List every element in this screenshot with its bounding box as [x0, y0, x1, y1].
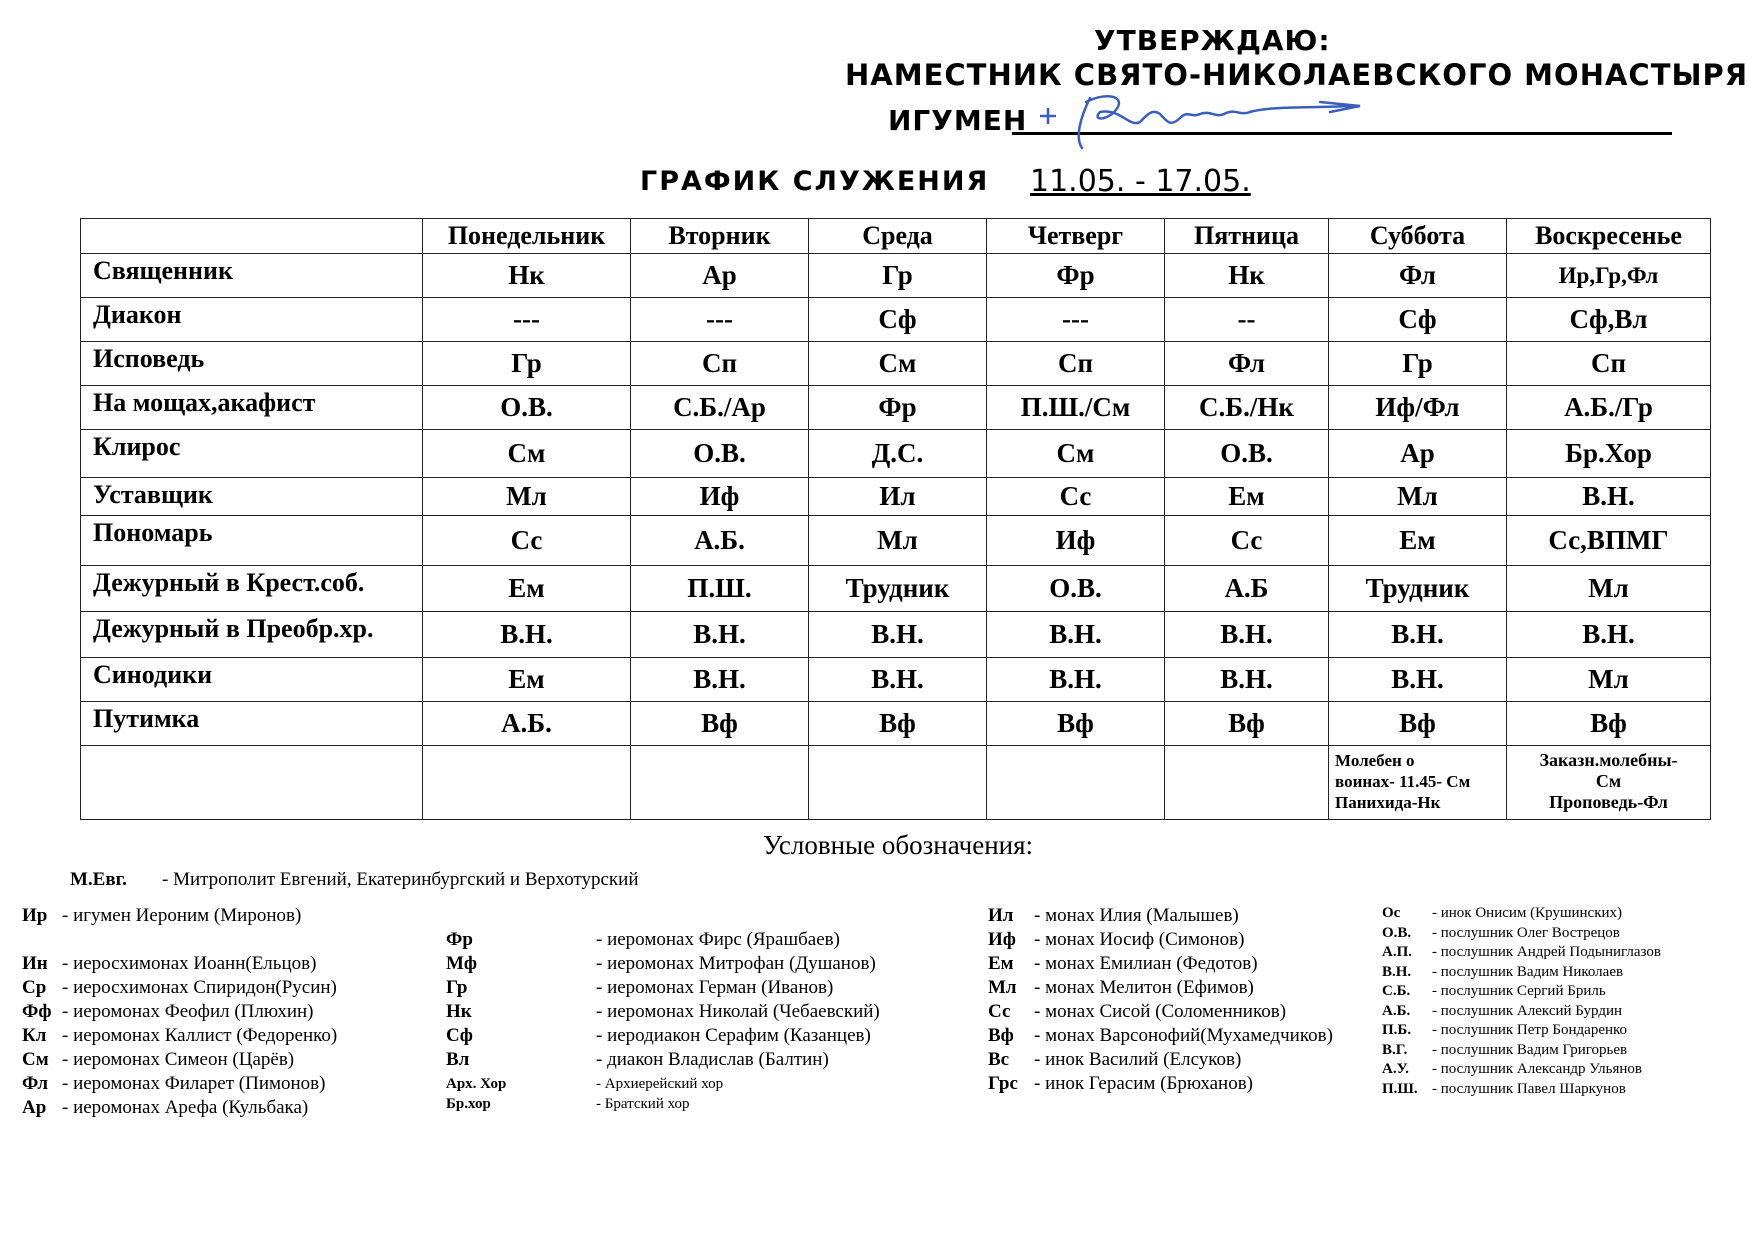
- legend-item: [1382, 963, 1623, 982]
- assignment-cell: В.Н.: [1165, 658, 1329, 702]
- legend-desc: - диакон Владислав (Балтин): [596, 1049, 829, 1070]
- role-label: Синодики: [81, 658, 423, 702]
- legend-desc: - монах Мелитон (Ефимов): [1034, 977, 1254, 998]
- schedule-row: [81, 342, 1711, 386]
- notes-empty-cell: [1165, 746, 1329, 820]
- assignment-cell: Мл: [1507, 658, 1711, 702]
- legend-item: [1382, 1060, 1642, 1079]
- schedule-row: [81, 566, 1711, 612]
- legend-abbr: А.Б.: [1382, 1002, 1411, 1019]
- legend-abbr: В.Г.: [1382, 1041, 1408, 1058]
- page-title: ГРАФИК СЛУЖЕНИЯ: [640, 166, 990, 197]
- legend-item: [1382, 1041, 1627, 1060]
- notes-row: [81, 746, 1711, 820]
- legend-abbr: А.П.: [1382, 944, 1412, 960]
- assignment-cell: Фл: [1165, 342, 1329, 386]
- assignment-cell: ---: [423, 298, 631, 342]
- legend-abbr: Мф: [446, 953, 478, 974]
- legend-desc: - послушник Олег Вострецов: [1432, 924, 1620, 941]
- legend-item: [22, 1000, 314, 1024]
- assignment-cell: Вф: [987, 702, 1165, 746]
- legend-desc: - инок Герасим (Брюханов): [1034, 1073, 1254, 1094]
- assignment-cell: В.Н.: [809, 658, 987, 702]
- legend-item: [1382, 904, 1622, 923]
- assignment-cell: Иф: [631, 478, 809, 516]
- assignment-cell: Сп: [1507, 342, 1711, 386]
- legend-abbr: Фр: [446, 929, 473, 950]
- assignment-cell: Ир,Гр,Фл: [1507, 254, 1711, 298]
- legend-item: [1382, 943, 1661, 962]
- assignment-cell: Иф: [987, 516, 1165, 566]
- legend-abbr: См: [22, 1049, 49, 1070]
- assignment-cell: Мл: [1507, 566, 1711, 612]
- legend-abbr: Гр: [446, 977, 468, 998]
- legend-abbr: П.Б.: [1382, 1022, 1412, 1038]
- legend-desc: - инок Онисим (Крушинских): [1432, 905, 1623, 921]
- schedule-table: [80, 218, 1711, 820]
- legend-abbr: Фф: [22, 1001, 52, 1022]
- legend-item: [1382, 1002, 1622, 1021]
- assignment-cell: В.Н.: [1165, 612, 1329, 658]
- legend-item: [988, 1000, 1286, 1024]
- assignment-cell: С.Б./Нк: [1165, 386, 1329, 430]
- legend-item: [988, 904, 1239, 928]
- assignment-cell: Д.С.: [809, 430, 987, 478]
- legend-item: [22, 1024, 337, 1048]
- assignment-cell: В.Н.: [987, 612, 1165, 658]
- role-label: Уставщик: [81, 478, 423, 516]
- assignment-cell: Нк: [423, 254, 631, 298]
- assignment-cell: О.В.: [1165, 430, 1329, 478]
- assignment-cell: Ар: [1329, 430, 1507, 478]
- legend-desc: - послушник Андрей Подыниглазов: [1432, 944, 1661, 960]
- legend-title: Условные обозначения:: [763, 830, 1034, 860]
- legend-abbr: Ср: [22, 977, 47, 998]
- legend-abbr: Кл: [22, 1025, 47, 1046]
- legend-desc: - послушник Петр Бондаренко: [1432, 1022, 1628, 1038]
- assignment-cell: Бр.Хор: [1507, 430, 1711, 478]
- assignment-cell: Гр: [1329, 342, 1507, 386]
- assignment-cell: А.Б.: [631, 516, 809, 566]
- day-header: Понедельник: [423, 219, 631, 254]
- legend-desc: - послушник Александр Ульянов: [1432, 1061, 1642, 1077]
- legend-desc: - иеромонах Герман (Иванов): [596, 977, 834, 998]
- assignment-cell: Фл: [1329, 254, 1507, 298]
- assignment-cell: В.Н.: [809, 612, 987, 658]
- assignment-cell: См: [809, 342, 987, 386]
- legend-desc: - иеромонах Митрофан (Душанов): [596, 953, 876, 974]
- assignment-cell: П.Ш.: [631, 566, 809, 612]
- assignment-cell: Сп: [987, 342, 1165, 386]
- role-label: Исповедь: [81, 342, 423, 386]
- legend-desc: - иеросхимонах Иоанн(Ельцов): [62, 953, 317, 974]
- legend-item: [446, 1000, 880, 1024]
- legend-desc: - Братский хор: [596, 1096, 690, 1112]
- legend-desc: - монах Илия (Малышев): [1034, 905, 1239, 926]
- assignment-cell: С.Б./Ар: [631, 386, 809, 430]
- saturday-note: [1329, 746, 1507, 820]
- legend-abbr: А.У.: [1382, 1061, 1409, 1077]
- assignment-cell: См: [423, 430, 631, 478]
- assignment-cell: Фр: [809, 386, 987, 430]
- legend-abbr: Бр.хор: [446, 1096, 491, 1112]
- assignment-cell: Ем: [1165, 478, 1329, 516]
- legend-abbr: Сф: [446, 1025, 473, 1046]
- note-line: Заказн.молебны-: [1539, 750, 1678, 770]
- role-label: На мощах,акафист: [81, 386, 423, 430]
- assignment-cell: В.Н.: [1329, 612, 1507, 658]
- assignment-cell: Сф: [809, 298, 987, 342]
- assignment-cell: --: [1165, 298, 1329, 342]
- legend-desc: - послушник Алексий Бурдин: [1432, 1002, 1623, 1019]
- legend-item: [446, 952, 876, 976]
- legend-item: [22, 976, 337, 1000]
- legend-item: [1382, 1021, 1627, 1040]
- legend-desc: - послушник Вадим Григорьев: [1432, 1041, 1628, 1058]
- legend-item: [988, 928, 1244, 952]
- role-label: Дежурный в Преобр.хр.: [81, 612, 423, 658]
- day-header: Четверг: [987, 219, 1165, 254]
- legend-metropolitan: [70, 868, 639, 892]
- notes-empty-cell: [81, 746, 423, 820]
- legend-desc: - монах Сисой (Соломенников): [1034, 1001, 1287, 1022]
- day-header: Среда: [809, 219, 987, 254]
- legend-item: [988, 952, 1258, 976]
- legend-abbr: Грс: [988, 1073, 1018, 1094]
- legend-item: [446, 1092, 690, 1116]
- role-label: Путимка: [81, 702, 423, 746]
- notes-empty-cell: [987, 746, 1165, 820]
- notes-empty-cell: [423, 746, 631, 820]
- legend-desc: - иеромонах Фирс (Ярашбаев): [596, 929, 840, 950]
- schedule-row: [81, 612, 1711, 658]
- legend-desc: - иеромонах Феофил (Плюхин): [62, 1001, 314, 1022]
- schedule-row: [81, 658, 1711, 702]
- legend-item: [22, 904, 301, 928]
- assignment-cell: Ем: [423, 658, 631, 702]
- legend-desc: - иеромонах Арефа (Кульбака): [62, 1097, 309, 1118]
- legend-item: [22, 1072, 325, 1096]
- assignment-cell: Сп: [631, 342, 809, 386]
- legend-abbr: Ем: [988, 953, 1014, 974]
- schedule-row: [81, 702, 1711, 746]
- legend-item: [446, 1048, 829, 1072]
- legend-item: [988, 976, 1254, 1000]
- assignment-cell: Мл: [1329, 478, 1507, 516]
- assignment-cell: См: [987, 430, 1165, 478]
- legend-abbr: Ил: [988, 905, 1014, 926]
- assignment-cell: А.Б: [1165, 566, 1329, 612]
- sunday-note: [1507, 746, 1711, 820]
- legend-item: [22, 1096, 308, 1120]
- assignment-cell: Мл: [423, 478, 631, 516]
- day-header: Пятница: [1165, 219, 1329, 254]
- legend-abbr: Ар: [22, 1097, 47, 1118]
- assignment-cell: А.Б.: [423, 702, 631, 746]
- legend-abbr: Мл: [988, 977, 1017, 998]
- assignment-cell: Вф: [1507, 702, 1711, 746]
- legend-abbr: Вл: [446, 1049, 470, 1070]
- assignment-cell: В.Н.: [423, 612, 631, 658]
- day-header: Суббота: [1329, 219, 1507, 254]
- schedule-row: [81, 478, 1711, 516]
- assignment-cell: Гр: [423, 342, 631, 386]
- assignment-cell: В.Н.: [987, 658, 1165, 702]
- assignment-cell: Ар: [631, 254, 809, 298]
- approval-line-3: ИГУМЕН: [888, 104, 1028, 137]
- schedule-row: [81, 516, 1711, 566]
- legend-desc: - монах Емилиан (Федотов): [1034, 953, 1258, 974]
- notes-empty-cell: [809, 746, 987, 820]
- legend-desc: - монах Варсонофий(Мухамедчиков): [1034, 1025, 1333, 1046]
- assignment-cell: В.Н.: [631, 612, 809, 658]
- legend-abbr: Ин: [22, 953, 48, 974]
- legend-item: [988, 1024, 1333, 1048]
- assignment-cell: Сс: [987, 478, 1165, 516]
- legend-abbr: Арх. Хор: [446, 1076, 507, 1092]
- assignment-cell: В.Н.: [1329, 658, 1507, 702]
- legend-item: [988, 1048, 1241, 1072]
- assignment-cell: Иф/Фл: [1329, 386, 1507, 430]
- legend-desc: - иеромонах Симеон (Царёв): [62, 1049, 295, 1070]
- legend-abbr: Сс: [988, 1001, 1011, 1022]
- assignment-cell: ---: [987, 298, 1165, 342]
- note-line: См: [1595, 771, 1622, 791]
- legend-abbr: Ир: [22, 905, 48, 926]
- assignment-cell: ---: [631, 298, 809, 342]
- legend-abbr: Иф: [988, 929, 1016, 950]
- header-row: [81, 219, 1711, 254]
- note-line: Проповедь-Фл: [1549, 792, 1668, 812]
- assignment-cell: Сс: [423, 516, 631, 566]
- assignment-cell: Мл: [809, 516, 987, 566]
- day-header: Воскресенье: [1507, 219, 1711, 254]
- schedule-row: [81, 386, 1711, 430]
- corner-cell: [81, 219, 423, 254]
- assignment-cell: Нк: [1165, 254, 1329, 298]
- role-label: Клирос: [81, 430, 423, 478]
- role-label: Диакон: [81, 298, 423, 342]
- legend-abbr: Вф: [988, 1025, 1014, 1046]
- assignment-cell: В.Н.: [1507, 612, 1711, 658]
- legend-item: [1382, 924, 1620, 943]
- assignment-cell: О.В.: [631, 430, 809, 478]
- legend-item: [1382, 982, 1606, 1001]
- handwritten-signature-icon: [1020, 88, 1440, 158]
- assignment-cell: А.Б./Гр: [1507, 386, 1711, 430]
- assignment-cell: Вф: [1329, 702, 1507, 746]
- assignment-cell: О.В.: [987, 566, 1165, 612]
- assignment-cell: Ем: [1329, 516, 1507, 566]
- note-line: воинах- 11.45- См: [1335, 772, 1471, 791]
- assignment-cell: Трудник: [809, 566, 987, 612]
- legend-abbr: Вс: [988, 1049, 1010, 1070]
- legend-item: [446, 928, 840, 952]
- legend-desc: - послушник Павел Шаркунов: [1432, 1080, 1626, 1097]
- assignment-cell: Сс: [1165, 516, 1329, 566]
- note-line: Молебен о: [1335, 751, 1415, 770]
- role-label: Священник: [81, 254, 423, 298]
- legend-item: [22, 1048, 294, 1072]
- legend-desc: - иеромонах Николай (Чебаевский): [596, 1001, 880, 1022]
- legend-abbr: В.Н.: [1382, 963, 1412, 980]
- legend-desc: - иеросхимонах Спиридон(Русин): [62, 977, 337, 998]
- assignment-cell: Гр: [809, 254, 987, 298]
- legend-item: [988, 1072, 1253, 1096]
- schedule-row: [81, 254, 1711, 298]
- role-label: Пономарь: [81, 516, 423, 566]
- assignment-cell: Сф,Вл: [1507, 298, 1711, 342]
- legend-desc: - иеромонах Каллист (Федоренко): [62, 1025, 338, 1046]
- assignment-cell: В.Н.: [631, 658, 809, 702]
- legend-abbr: С.Б.: [1382, 983, 1411, 999]
- legend-abbr: М.Евг.: [70, 869, 127, 890]
- date-range: 11.05. - 17.05.: [1030, 164, 1251, 199]
- schedule-row: [81, 298, 1711, 342]
- schedule-row: [81, 430, 1711, 478]
- assignment-cell: Фр: [987, 254, 1165, 298]
- assignment-cell: Вф: [631, 702, 809, 746]
- notes-empty-cell: [631, 746, 809, 820]
- assignment-cell: Ил: [809, 478, 987, 516]
- role-label: Дежурный в Крест.соб.: [81, 566, 423, 612]
- legend-desc: - игумен Иероним (Миронов): [62, 905, 302, 926]
- legend-abbr: Ос: [1382, 905, 1401, 921]
- legend-item: [446, 1024, 871, 1048]
- assignment-cell: Вф: [1165, 702, 1329, 746]
- legend-desc: - Митрополит Евгений, Екатеринбургский и Верхотурский: [162, 869, 639, 890]
- assignment-cell: Сф: [1329, 298, 1507, 342]
- note-line: Панихида-Нк: [1335, 793, 1441, 812]
- approval-line-1: УТВЕРЖДАЮ:: [1094, 24, 1331, 57]
- legend-item: [1382, 1080, 1626, 1099]
- legend-abbr: П.Ш.: [1382, 1080, 1418, 1097]
- legend-abbr: Фл: [22, 1073, 49, 1094]
- assignment-cell: Сс,ВПМГ: [1507, 516, 1711, 566]
- legend-item: [446, 976, 833, 1000]
- assignment-cell: П.Ш./См: [987, 386, 1165, 430]
- legend-desc: - послушник Вадим Николаев: [1432, 963, 1624, 980]
- assignment-cell: Вф: [809, 702, 987, 746]
- assignment-cell: О.В.: [423, 386, 631, 430]
- legend-desc: - послушник Сергий Бриль: [1432, 983, 1606, 999]
- assignment-cell: Трудник: [1329, 566, 1507, 612]
- day-header: Вторник: [631, 219, 809, 254]
- legend-abbr: О.В.: [1382, 924, 1412, 941]
- legend-desc: - инок Василий (Елсуков): [1034, 1049, 1242, 1070]
- legend-item: [22, 952, 316, 976]
- legend-abbr: Нк: [446, 1001, 472, 1022]
- legend-desc: - иеродиакон Серафим (Казанцев): [596, 1025, 871, 1046]
- assignment-cell: В.Н.: [1507, 478, 1711, 516]
- assignment-cell: Ем: [423, 566, 631, 612]
- approval-line-2: НАМЕСТНИК СВЯТО-НИКОЛАЕВСКОГО МОНАСТЫРЯ: [845, 58, 1749, 92]
- legend-desc: - иеромонах Филарет (Пимонов): [62, 1073, 326, 1094]
- legend-desc: - монах Иосиф (Симонов): [1034, 929, 1245, 950]
- legend-desc: - Архиерейский хор: [596, 1076, 724, 1092]
